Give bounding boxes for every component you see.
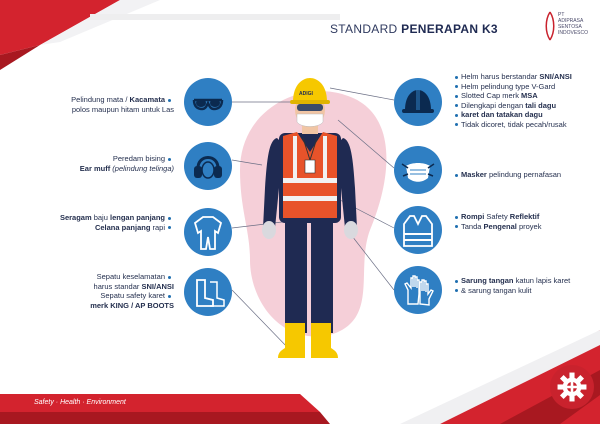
logo-text <box>558 12 598 36</box>
label-text: Tanda <box>461 221 484 231</box>
bullet-icon <box>455 225 458 228</box>
label-ear-muff <box>0 154 174 173</box>
label-text: rapi <box>150 222 165 232</box>
label-line <box>0 105 174 115</box>
company-logo-icon <box>542 10 558 42</box>
vest-stripe-1 <box>283 178 337 183</box>
label-line <box>0 213 174 223</box>
bullet-icon <box>455 123 458 126</box>
label-eye-protection <box>0 95 174 114</box>
top-bar <box>90 14 340 20</box>
label-text: Tidak dicoret, tidak pecah/rusak <box>461 119 567 129</box>
bullet-icon <box>455 174 458 177</box>
label-uniform <box>0 213 174 232</box>
label-line <box>0 154 174 164</box>
label-text: Kacamata <box>129 95 165 104</box>
page-title <box>330 22 498 36</box>
label-text: Ear muff <box>79 163 111 173</box>
label-mask <box>452 170 598 180</box>
gloves-icon <box>394 266 442 314</box>
bullet-icon <box>455 104 458 107</box>
worker-glasses <box>297 104 323 111</box>
gear-icon <box>550 365 594 409</box>
safety-boots-icon <box>184 268 232 316</box>
title-normal: STANDARD <box>330 22 398 36</box>
bullet-icon <box>455 216 458 219</box>
bullet-icon <box>168 158 171 161</box>
label-gloves <box>452 276 598 295</box>
left-glove <box>262 221 276 239</box>
bullet-icon <box>455 76 458 79</box>
worker-figure <box>255 78 365 373</box>
label-text: Dilengkapi dengan <box>461 100 526 110</box>
worker-mask <box>297 114 323 127</box>
label-line <box>0 95 174 105</box>
label-text: proyek <box>516 221 542 231</box>
label-line <box>0 301 174 311</box>
helmet-icon <box>394 78 442 126</box>
label-text: tali dagu <box>525 100 557 110</box>
footer-bar-shadow <box>0 412 330 424</box>
label-text: polos maupun hitam untuk Las <box>71 104 174 114</box>
bullet-icon <box>455 289 458 292</box>
label-text: Safety <box>484 212 510 221</box>
label-text: Sepatu safety karet <box>100 291 165 300</box>
safety-glasses-icon <box>184 78 232 126</box>
bullet-icon <box>455 114 458 117</box>
helmet-brim <box>290 100 330 104</box>
footer-tagline: Safety · Health · Environment <box>34 399 126 406</box>
label-text: katun lapis karet <box>513 276 571 285</box>
bullet-icon <box>455 95 458 98</box>
left-boot <box>278 323 305 358</box>
label-text: harus standar <box>93 281 142 291</box>
label-text: Peredam bising <box>112 154 165 163</box>
label-text: SNI/ANSI <box>539 72 572 81</box>
label-text: merk KING / AP BOOTS <box>90 300 174 310</box>
label-line <box>452 72 598 82</box>
label-vest <box>452 212 598 231</box>
right-boot <box>311 323 338 358</box>
logo-line-1: PT <box>558 12 565 18</box>
label-text: Helm pelindung type V-Gard <box>461 81 556 91</box>
label-line <box>452 101 598 111</box>
label-line <box>0 223 174 233</box>
vest-vertical-stripe-right <box>323 136 327 178</box>
label-text: Reflektif <box>509 212 540 221</box>
label-text: Seragam <box>59 213 92 222</box>
bullet-icon <box>455 280 458 283</box>
label-text: baju <box>91 213 110 222</box>
label-helmet <box>452 72 598 129</box>
label-text: Sarung tangan <box>461 276 514 285</box>
left-leg <box>285 218 307 333</box>
right-glove <box>344 221 358 239</box>
label-text: Helm harus berstandar <box>461 72 540 81</box>
label-text: Celana panjang <box>94 222 151 232</box>
label-line <box>452 91 598 101</box>
worker-helmet <box>293 78 327 102</box>
label-text: Pengenal <box>483 221 517 231</box>
id-badge <box>305 160 315 173</box>
label-text: & sarung tangan kulit <box>461 285 532 295</box>
label-text: SNI/ANSI <box>141 281 174 291</box>
label-text: Sepatu keselamatan <box>96 272 165 281</box>
label-line <box>0 282 174 292</box>
label-text: pelindung pernafasan <box>486 170 562 179</box>
title-bold: PENERAPAN K3 <box>401 22 498 36</box>
label-safety-boots <box>0 272 174 310</box>
label-line <box>0 291 174 301</box>
label-line <box>452 82 598 92</box>
ear-muff-icon <box>184 142 232 190</box>
label-line <box>452 120 598 130</box>
bullet-icon <box>168 295 171 298</box>
label-text: MSA <box>521 91 538 100</box>
bullet-icon <box>168 217 171 220</box>
vest-vertical-stripe-left <box>293 136 297 178</box>
label-line <box>452 170 598 180</box>
bullet-icon <box>168 99 171 102</box>
logo-line-2: ADIPRASA <box>558 18 584 24</box>
safety-vest-icon <box>394 206 442 254</box>
label-text: Pelindung mata / <box>71 95 130 104</box>
logo-line-3: SENTOSA <box>558 24 582 30</box>
label-line <box>452 110 598 120</box>
logo-line-4: INDOVESCO <box>558 30 589 36</box>
label-line <box>0 164 174 174</box>
bullet-icon <box>168 276 171 279</box>
coverall-icon <box>184 208 232 256</box>
label-line <box>0 272 174 282</box>
right-leg <box>311 218 333 333</box>
label-text: Rompi <box>461 212 485 221</box>
label-text: lengan panjang <box>109 213 165 222</box>
label-line <box>452 222 598 232</box>
label-text: (pelindung telinga) <box>110 163 174 173</box>
label-text: karet dan tatakan dagu <box>461 110 543 119</box>
label-line <box>452 286 598 296</box>
face-mask-icon <box>394 146 442 194</box>
label-line <box>452 212 598 222</box>
label-text: Masker <box>461 170 487 179</box>
helmet-label: ADIGI <box>299 91 313 97</box>
label-text: Slotted Cap merk <box>461 91 522 100</box>
bullet-icon <box>455 85 458 88</box>
label-line <box>452 276 598 286</box>
top-left-ribbon <box>0 0 120 55</box>
bullet-icon <box>168 226 171 229</box>
vest-stripe-2 <box>283 196 337 201</box>
